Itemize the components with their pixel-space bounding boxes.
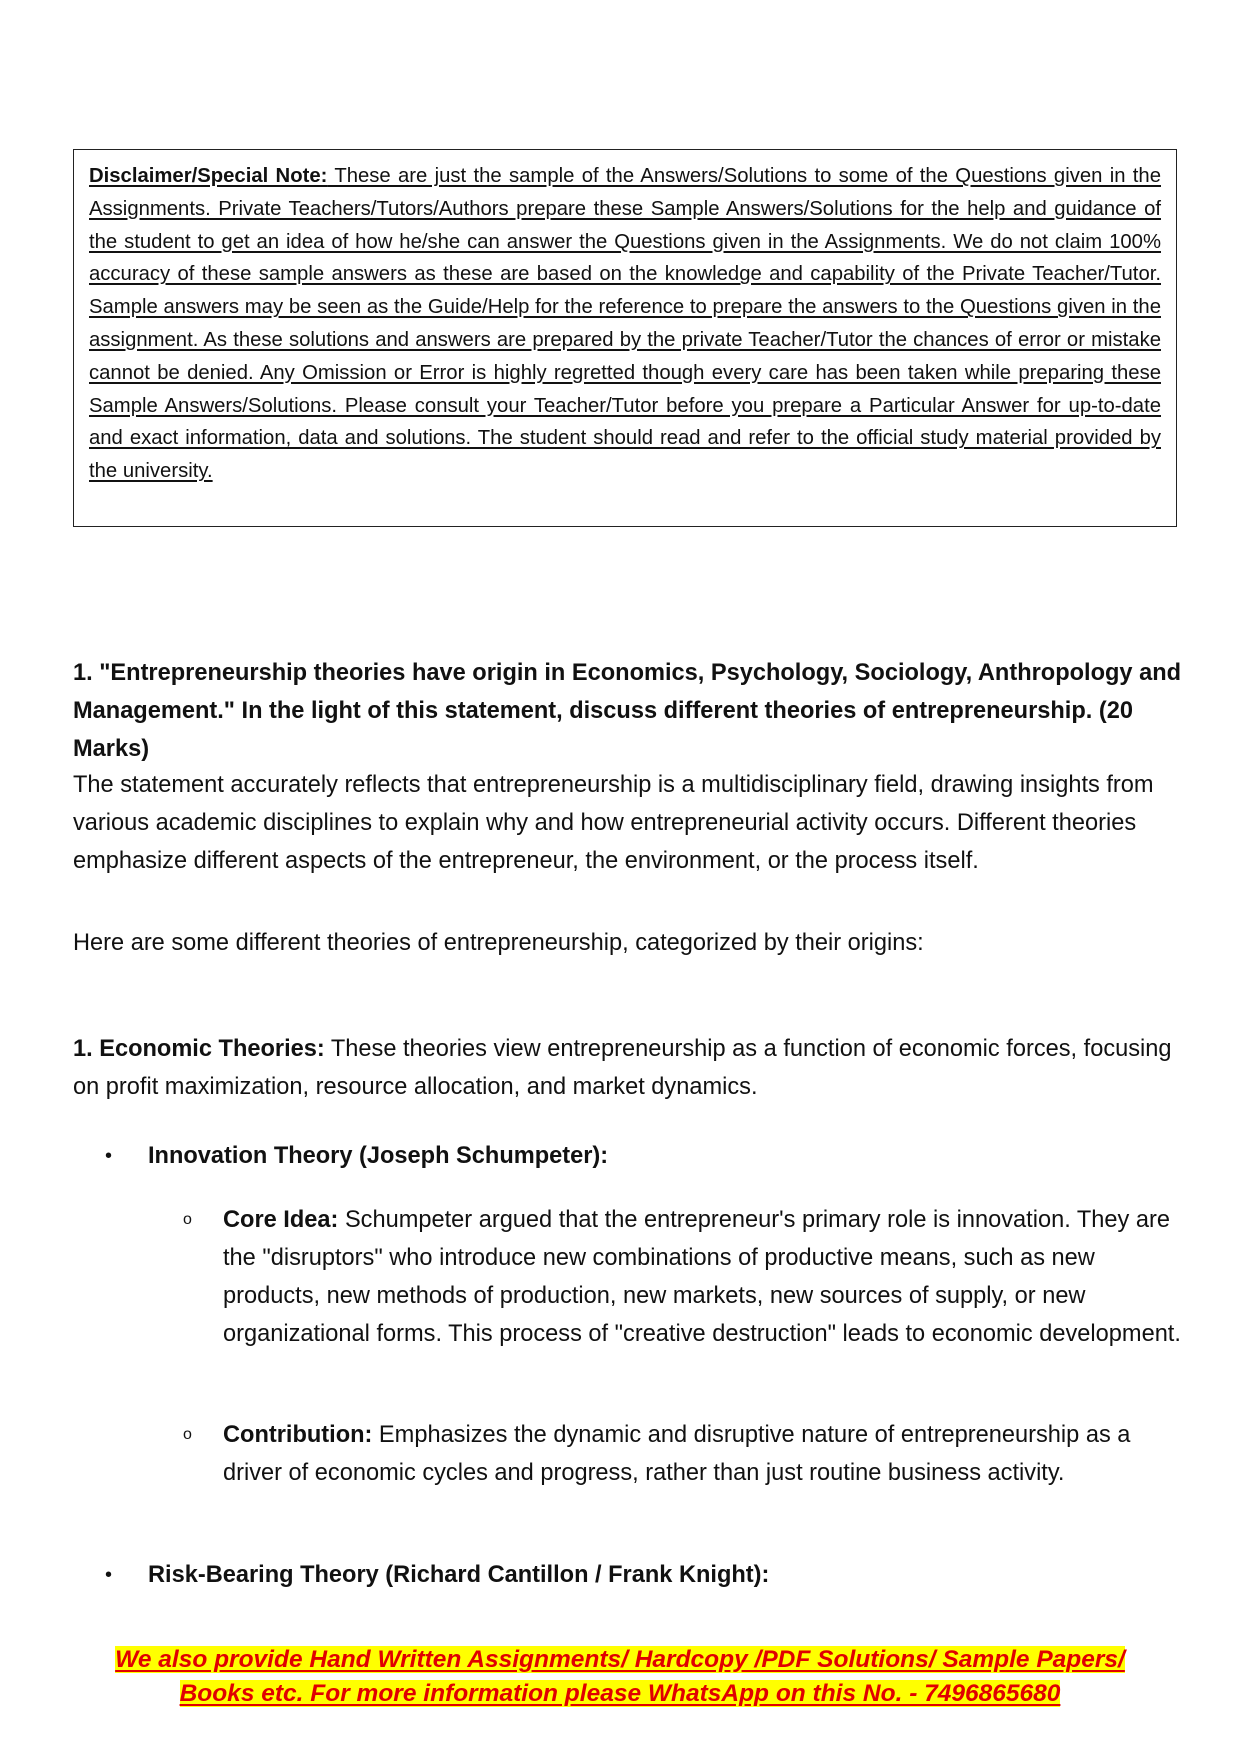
bullet-marker: • [105, 1145, 113, 1167]
economic-theories-heading: 1. Economic Theories: [73, 1036, 325, 1062]
core-idea-label: Core Idea: [223, 1207, 339, 1233]
risk-bearing-theory-title: Risk-Bearing Theory (Richard Cantillon / Frank Knight): [148, 1562, 770, 1588]
contribution-text [223, 1416, 1183, 1492]
sub-bullet-marker: o [183, 1211, 192, 1228]
economic-theories-text: These theories view entrepreneurship as a function of economic forces, focusing on profit maximization, resource allocation, and market dynamics. [73, 1036, 1172, 1100]
footer-line-1: We also provide Hand Written Assignments/ Hardcopy /PDF Solutions/ Sample Papers/ [115, 1646, 1125, 1673]
footer-advertisement [90, 1643, 1150, 1711]
core-idea-text [223, 1201, 1183, 1353]
contribution-label: Contribution: [223, 1422, 373, 1448]
categories-intro: Here are some different theories of entrepreneurship, categorized by their origins: [73, 930, 924, 956]
disclaimer-body: These are just the sample of the Answers/Solutions to some of the Questions given in the Assignments. Private Teachers/Tutors/Authors prepare these Sample Answers/Solutions for the help and guidance of the student to get an idea of how he/she can answer the Questions given in the Assignments. We do not claim 100% accuracy of these sample answers as these are based on the knowledge and capability of the Private Teacher/Tutor. Sample answers may be seen as the Guide/Help for the reference to prepare the answers to the Questions given in the assignment. As these solutions and answers are prepared by the private Teacher/Tutor the chances of error or mistake cannot be denied. Any Omission or Error is highly regretted though every care has been taken while preparing these Sample Answers/Solutions. Please consult your Teacher/Tutor before you prepare a Particular Answer for up-to-date and exact information, data and solutions. The student should read and refer to the official study material provided by the university. [89, 165, 1161, 483]
footer-line-2: Books etc. For more information please WhatsApp on this No. - 7496865680 [179, 1680, 1061, 1707]
disclaimer-label: Disclaimer/Special Note: [89, 165, 328, 187]
disclaimer-text [89, 160, 1161, 488]
contribution-body: Emphasizes the dynamic and disruptive nature of entrepreneurship as a driver of economic cycles and progress, rather than just routine business activity. [223, 1422, 1131, 1486]
question-heading: 1. "Entrepreneurship theories have origin in Economics, Psychology, Sociology, Anthropology and Management." In the light of this statement, discuss different theories of entrepreneurship. (20 Marks) [73, 660, 1182, 762]
intro-paragraph: The statement accurately reflects that entrepreneurship is a multidisciplinary field, drawing insights from various academic disciplines to explain why and how entrepreneurial activity occurs. Different theories emphasize different aspects of the entrepreneur, the environment, or the process itself. [73, 772, 1154, 874]
innovation-theory-title: Innovation Theory (Joseph Schumpeter): [148, 1143, 609, 1169]
economic-theories-paragraph [73, 1030, 1183, 1106]
sub-bullet-marker: o [183, 1426, 192, 1443]
bullet-marker: • [105, 1564, 113, 1586]
core-idea-body: Schumpeter argued that the entrepreneur's primary role is innovation. They are the "disruptors" who introduce new combinations of productive means, such as new products, new methods of production, new markets, new sources of supply, or new organizational forms. This process of "creative destruction" leads to economic development. [223, 1207, 1181, 1347]
disclaimer-box [73, 149, 1177, 527]
